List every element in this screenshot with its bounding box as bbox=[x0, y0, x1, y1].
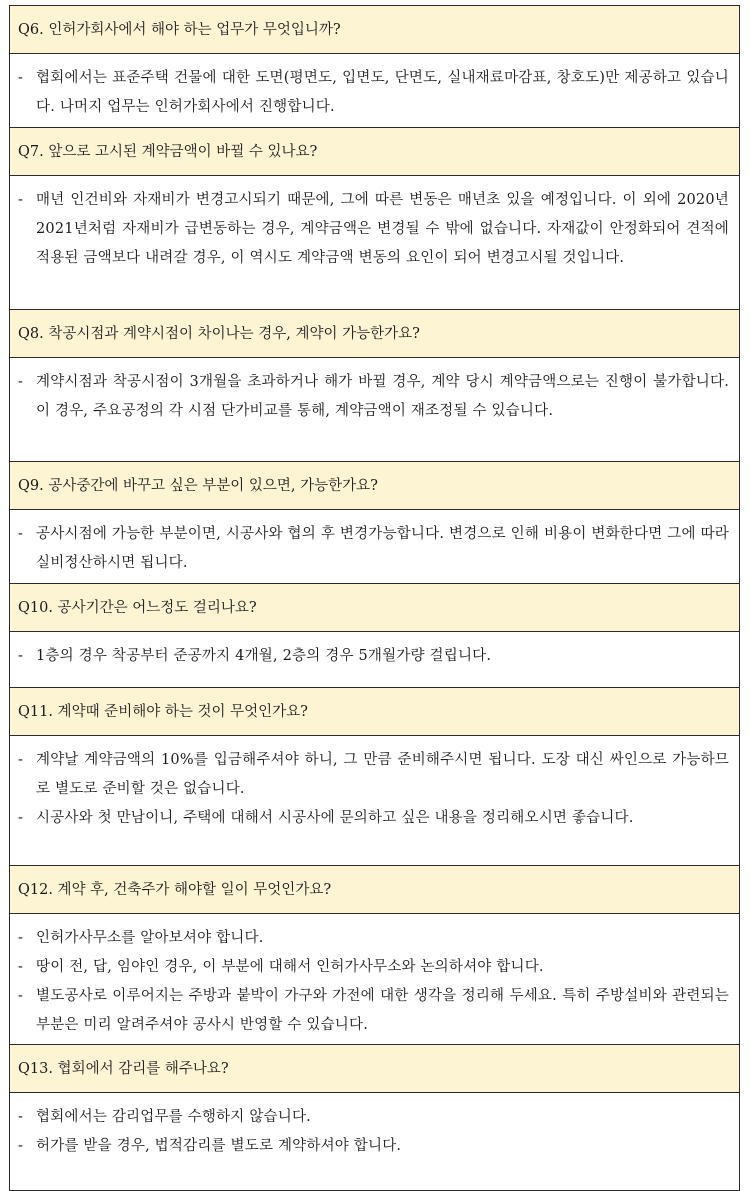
bullet-dash: - bbox=[18, 1109, 23, 1125]
answer-text: 매년 인건비와 자재비가 변경고시되기 때문에, 그에 따른 변동은 매년초 있을 예정입니다. 이 외에 2020년 2021년처럼 자재비가 급변동하는 경우, 계약금액은 변경될 수 밖에 없습니다. 자재값이 안정화되어 견적에 적용된 금액보다 내려갈 경우, 이 역시도 계약금액 변동의 요인이 되어 변경고시될 것입니다. bbox=[36, 192, 729, 266]
answer-text: 계약시점과 착공시점이 3개월을 초과하거나 해가 바뀔 경우, 계약 당시 계약금액으로는 진행이 불가합니다. 이 경우, 주요공정의 각 시점 단가비교를 통해, 계약금액이 재조정될 수 있습니다. bbox=[36, 374, 729, 419]
answer-item bbox=[18, 368, 729, 426]
bullet-dash: - bbox=[18, 810, 23, 826]
faq-answer-q11 bbox=[10, 736, 739, 866]
faq-question-q8: Q8. 착공시점과 계약시점이 차이나는 경우, 계약이 가능한가요? bbox=[10, 310, 739, 358]
faq-question-q9: Q9. 공사중간에 바꾸고 싶은 부분이 있으면, 가능한가요? bbox=[10, 462, 739, 510]
faq-question-q11: Q11. 계약때 준비해야 하는 것이 무엇인가요? bbox=[10, 688, 739, 736]
faq-question-q6: Q6. 인허가회사에서 해야 하는 업무가 무엇입니까? bbox=[10, 6, 739, 54]
answer-item bbox=[18, 64, 729, 122]
faq-answer-q9 bbox=[10, 510, 739, 584]
answer-item bbox=[18, 642, 729, 671]
answer-item bbox=[18, 982, 729, 1040]
faq-question-q7: Q7. 앞으로 고시된 계약금액이 바뀔 수 있나요? bbox=[10, 128, 739, 176]
bullet-dash: - bbox=[18, 70, 23, 86]
faq-answer-q10 bbox=[10, 632, 739, 688]
faq-table bbox=[9, 5, 740, 1191]
answer-text: 별도공사로 이루어지는 주방과 붙박이 가구와 가전에 대한 생각을 정리해 두세요. 특히 주방설비와 관련되는 부분은 미리 알려주셔야 공사시 반영할 수 있습니다. bbox=[36, 988, 729, 1033]
answer-text: 허가를 받을 경우, 법적감리를 별도로 계약하셔야 합니다. bbox=[36, 1138, 402, 1154]
bullet-dash: - bbox=[18, 1138, 23, 1154]
faq-question-q13: Q13. 협회에서 감리를 해주나요? bbox=[10, 1045, 739, 1093]
answer-item bbox=[18, 804, 729, 833]
bullet-dash: - bbox=[18, 192, 23, 208]
faq-answer-q12 bbox=[10, 914, 739, 1045]
bullet-dash: - bbox=[18, 648, 23, 664]
answer-text: 협회에서는 감리업무를 수행하지 않습니다. bbox=[36, 1109, 311, 1125]
answer-text: 인허가사무소를 알아보셔야 합니다. bbox=[36, 930, 264, 946]
answer-text: 협회에서는 표준주택 건물에 대한 도면(평면도, 입면도, 단면도, 실내재료마감표, 창호도)만 제공하고 있습니다. 나머지 업무는 인허가회사에서 진행합니다. bbox=[36, 70, 729, 115]
faq-question-q10: Q10. 공사기간은 어느정도 걸리나요? bbox=[10, 584, 739, 632]
answer-text: 1층의 경우 착공부터 준공까지 4개월, 2층의 경우 5개월가량 걸립니다. bbox=[36, 648, 492, 664]
bullet-dash: - bbox=[18, 959, 23, 975]
bullet-dash: - bbox=[18, 988, 23, 1004]
faq-answer-q7 bbox=[10, 176, 739, 310]
answer-text: 땅이 전, 답, 임야인 경우, 이 부분에 대해서 인허가사무소와 논의하셔야 합니다. bbox=[36, 959, 544, 975]
answer-item bbox=[18, 1132, 729, 1161]
answer-item bbox=[18, 924, 729, 953]
answer-item bbox=[18, 186, 729, 273]
answer-text: 시공사와 첫 만남이니, 주택에 대해서 시공사에 문의하고 싶은 내용을 정리해오시면 좋습니다. bbox=[36, 810, 634, 826]
bullet-dash: - bbox=[18, 526, 23, 542]
answer-item bbox=[18, 953, 729, 982]
faq-answer-q13 bbox=[10, 1093, 739, 1191]
answer-item bbox=[18, 746, 729, 804]
bullet-dash: - bbox=[18, 930, 23, 946]
answer-text: 계약날 계약금액의 10%를 입금해주셔야 하니, 그 만큼 준비해주시면 됩니다. 도장 대신 싸인으로 가능하므로 별도로 준비할 것은 없습니다. bbox=[36, 752, 729, 797]
faq-answer-q8 bbox=[10, 358, 739, 462]
answer-item bbox=[18, 520, 729, 578]
bullet-dash: - bbox=[18, 752, 23, 768]
answer-item bbox=[18, 1103, 729, 1132]
faq-question-q12: Q12. 계약 후, 건축주가 해야할 일이 무엇인가요? bbox=[10, 866, 739, 914]
bullet-dash: - bbox=[18, 374, 23, 390]
answer-text: 공사시점에 가능한 부분이면, 시공사와 협의 후 변경가능합니다. 변경으로 인해 비용이 변화한다면 그에 따라 실비정산하시면 됩니다. bbox=[36, 526, 729, 571]
faq-answer-q6 bbox=[10, 54, 739, 128]
